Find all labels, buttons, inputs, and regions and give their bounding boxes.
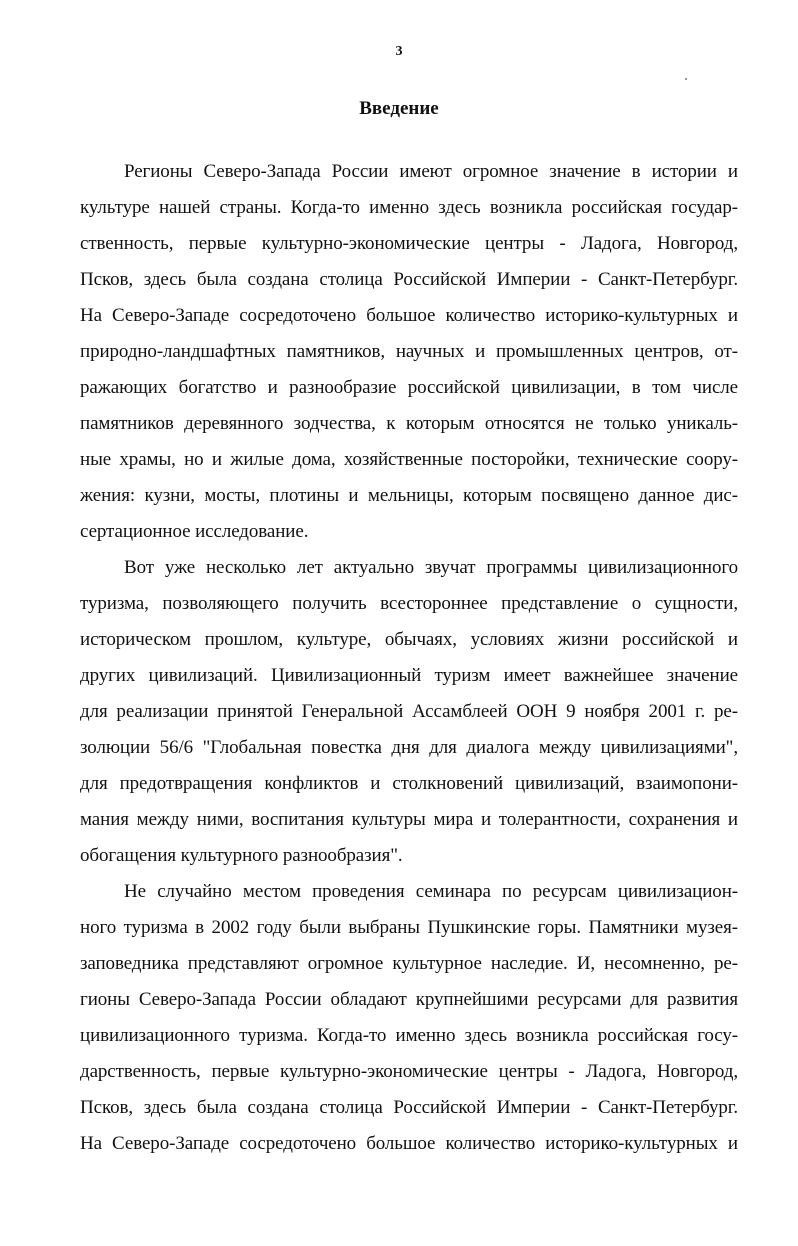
- text-line: мания между ними, воспитания культуры мира и толерантности, сохранения и: [80, 809, 738, 830]
- text-line: Не случайно местом проведения семинара по ресурсам цивилизацион-: [124, 881, 738, 902]
- text-line: ражающих богатство и разнообразие российской цивилизации, в том числе: [80, 377, 738, 398]
- text-line: дарственность, первые культурно-экономические центры - Ладога, Новгород,: [80, 1061, 738, 1082]
- paragraph: [80, 874, 738, 1162]
- text-line: На Северо-Западе сосредоточено большое количество историко-культурных и: [80, 1133, 738, 1154]
- text-line: для предотвращения конфликтов и столкновений цивилизаций, взаимопони-: [80, 773, 738, 794]
- scan-speck: [685, 78, 687, 80]
- text-line: памятников деревянного зодчества, к которым относятся не только уникаль-: [80, 413, 738, 434]
- text-line: гионы Северо-Запада России обладают крупнейшими ресурсами для развития: [80, 989, 738, 1010]
- text-line: сертационное исследование.: [80, 521, 309, 542]
- text-line: Псков, здесь была создана столица Российской Империи - Санкт-Петербург.: [80, 269, 738, 290]
- text-line: На Северо-Западе сосредоточено большое количество историко-культурных и: [80, 305, 738, 326]
- text-line: других цивилизаций. Цивилизационный туризм имеет важнейшее значение: [80, 665, 738, 686]
- text-line: золюции 56/6 "Глобальная повестка дня для диалога между цивилизациями",: [80, 737, 738, 758]
- text-line: заповедника представляют огромное культурное наследие. И, несомненно, ре-: [80, 953, 738, 974]
- text-line: природно-ландшафтных памятников, научных и промышленных центров, от-: [80, 341, 738, 362]
- text-line: Вот уже несколько лет актуально звучат программы цивилизационного: [124, 557, 738, 578]
- paragraph: [80, 550, 738, 874]
- text-line: ственность, первые культурно-экономические центры - Ладога, Новгород,: [80, 233, 738, 254]
- page-title: Введение: [359, 98, 439, 119]
- text-line: обогащения культурного разнообразия".: [80, 845, 403, 866]
- text-line: ные храмы, но и жилые дома, хозяйственные посторойки, технические соору-: [80, 449, 738, 470]
- paragraph: [80, 154, 738, 550]
- page-number: 3: [395, 44, 403, 59]
- text-line: ного туризма в 2002 году были выбраны Пушкинские горы. Памятники музея-: [80, 917, 738, 938]
- text-line: историческом прошлом, культуре, обычаях, условиях жизни российской и: [80, 629, 738, 650]
- text-line: цивилизационного туризма. Когда-то именно здесь возникла российская госу-: [80, 1025, 738, 1046]
- body-text: [80, 154, 738, 1162]
- text-line: культуре нашей страны. Когда-то именно здесь возникла российская государ-: [80, 197, 738, 218]
- text-line: туризма, позволяющего получить всестороннее представление о сущности,: [80, 593, 738, 614]
- text-line: Псков, здесь была создана столица Российской Империи - Санкт-Петербург.: [80, 1097, 738, 1118]
- text-line: жения: кузни, мосты, плотины и мельницы, которым посвящено данное дис-: [80, 485, 738, 506]
- text-line: Регионы Северо-Запада России имеют огромное значение в истории и: [124, 161, 738, 182]
- text-line: для реализации принятой Генеральной Ассамблеей ООН 9 ноября 2001 г. ре-: [80, 701, 738, 722]
